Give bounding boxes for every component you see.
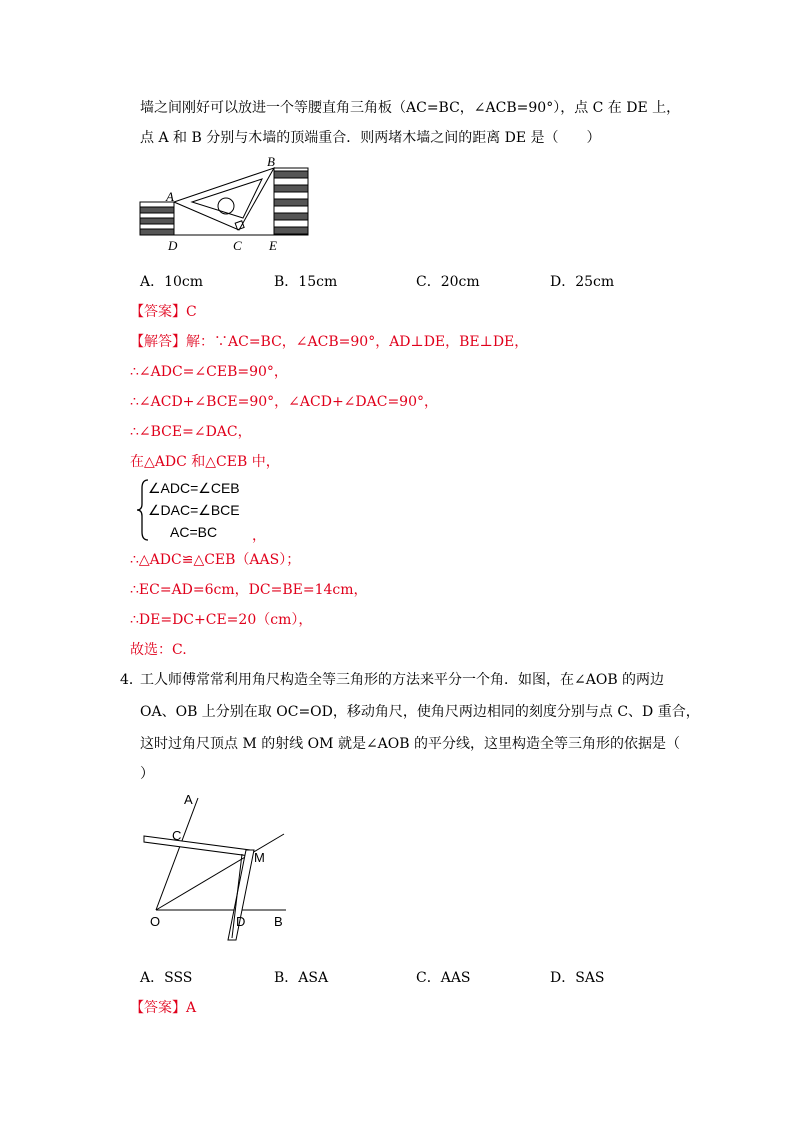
q3-solution-line-4: ∴∠BCE=∠DAC， xyxy=(130,424,252,440)
q3-solution-line-7: ∴EC=AD=6cm，DC=BE=14cm， xyxy=(130,582,368,598)
q4-option-c: C．AAS xyxy=(416,970,471,986)
q4-label-O: O xyxy=(150,914,161,929)
q3-label-C: C xyxy=(233,238,242,253)
q4-label-M: M xyxy=(254,850,265,865)
q4-stem-line-3: 这时过角尺顶点 M 的射线 OM 就是∠AOB 的平分线，这里构造全等三角形的依据是（ xyxy=(140,736,681,752)
q4-label-D: D xyxy=(236,914,246,929)
q4-stem-line-4: ） xyxy=(140,766,154,782)
system-line-3: AC=BC xyxy=(170,524,218,540)
q3-option-b: B．15cm xyxy=(274,274,338,290)
q4-stem-line-2: OA、OB 上分别在取 OC=OD，移动角尺，使角尺两边相同的刻度分别与点 C、D 重合， xyxy=(140,704,700,720)
q3-option-d: D．25cm xyxy=(550,274,615,290)
q3-stem-line-2: 点 A 和 B 分别与木墙的顶端重合．则两堵木墙之间的距离 DE 是（ ） xyxy=(140,130,601,146)
q4-label-A: A xyxy=(184,792,193,807)
system-line-1: ∠ADC=∠CEB xyxy=(148,480,240,496)
q3-solution-line-3: ∴∠ACD+∠BCE=90°，∠ACD+∠DAC=90°， xyxy=(130,394,438,410)
q3-label-B: B xyxy=(267,154,275,169)
q3-solution-line-5: 在△ADC 和△CEB 中， xyxy=(130,454,280,470)
q3-stem-line-1: 墙之间刚好可以放进一个等腰直角三角板（AC=BC，∠ACB=90°），点 C 在 DE 上， xyxy=(140,100,681,116)
q3-label-A: A xyxy=(166,189,174,204)
q4-figure xyxy=(136,790,306,950)
system-trailing-comma: ， xyxy=(252,528,266,544)
q4-label-B: B xyxy=(274,914,283,929)
q4-label-C: C xyxy=(172,828,182,843)
q4-option-a: A．SSS xyxy=(140,970,193,986)
system-line-2: ∠DAC=∠BCE xyxy=(148,502,240,518)
q3-solution-line-9: 故选：C. xyxy=(130,642,187,658)
q3-option-c: C．20cm xyxy=(416,274,480,290)
q3-label-E: E xyxy=(269,238,277,253)
q3-solution-line-2: ∴∠ADC=∠CEB=90°， xyxy=(130,364,288,380)
q3-solution-line-8: ∴DE=DC+CE=20（cm）， xyxy=(130,612,313,628)
q3-solution-line-1: 【解答】解：∵AC=BC，∠ACB=90°，AD⊥DE，BE⊥DE， xyxy=(130,334,529,350)
q3-answer: 【答案】C xyxy=(130,304,197,320)
q4-number: 4． xyxy=(120,672,143,688)
q3-option-a: A．10cm xyxy=(140,274,204,290)
q4-answer: 【答案】A xyxy=(130,1000,197,1016)
q3-figure xyxy=(136,154,316,254)
q3-label-D: D xyxy=(168,238,178,253)
q4-option-b: B．ASA xyxy=(274,970,329,986)
q4-option-d: D．SAS xyxy=(550,970,605,986)
q3-solution-line-6: ∴△ADC≌△CEB（AAS）； xyxy=(130,552,301,568)
q4-stem-line-1: 工人师傅常常利用角尺构造全等三角形的方法来平分一个角．如图，在∠AOB 的两边 xyxy=(140,672,665,688)
